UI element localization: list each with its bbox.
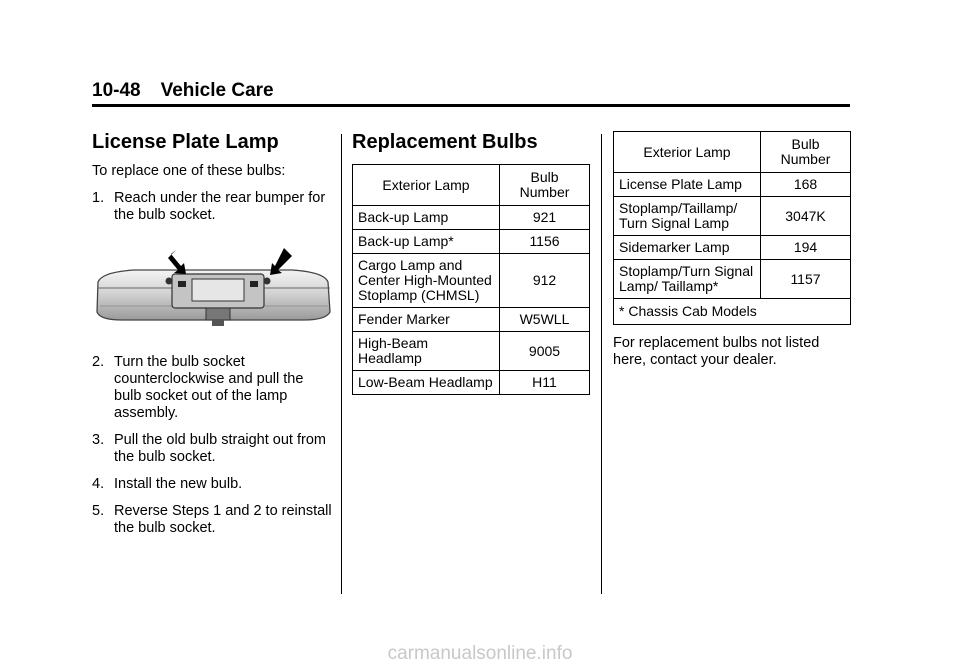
page-number: 10-48 xyxy=(92,80,141,101)
table-row: Cargo Lamp and Center High-Mounted Stoplamp (CHMSL) 912 xyxy=(353,254,590,308)
column-header: Exterior Lamp xyxy=(353,165,500,206)
column-header: Bulb Number xyxy=(761,132,851,173)
header-rule xyxy=(92,104,850,107)
table-row: High-Beam Headlamp 9005 xyxy=(353,332,590,371)
dealer-note: For replacement bulbs not listed here, contact your dealer. xyxy=(613,335,820,368)
table-row: Fender Marker W5WLL xyxy=(353,308,590,332)
column-header: Exterior Lamp xyxy=(614,132,761,173)
intro-text: To replace one of these bulbs: xyxy=(92,163,286,179)
replacement-bulbs-continued xyxy=(613,131,851,369)
page-header xyxy=(92,80,274,102)
replacement-bulbs-section xyxy=(352,131,590,395)
section-title: Vehicle Care xyxy=(160,80,274,101)
steps-list xyxy=(92,354,332,537)
table-row: Stoplamp/Taillamp/ Turn Signal Lamp 3047K xyxy=(614,197,851,236)
column-header: Bulb Number xyxy=(500,165,590,206)
table-row: License Plate Lamp 168 xyxy=(614,173,851,197)
watermark: carmanualsonline.info xyxy=(387,643,573,664)
table-row: Back-up Lamp 921 xyxy=(353,206,590,230)
column-divider xyxy=(601,134,602,594)
bulb-table xyxy=(613,131,851,325)
steps-list xyxy=(92,190,332,224)
table-row: Back-up Lamp* 1156 xyxy=(353,230,590,254)
section-heading: Replacement Bulbs xyxy=(352,131,538,153)
table-row: Stoplamp/Turn Signal Lamp/ Taillamp* 1157 xyxy=(614,260,851,299)
list-item: 3. Pull the old bulb straight out from the bulb socket. xyxy=(92,432,326,465)
list-item: 5. Reverse Steps 1 and 2 to reinstall the bulb socket. xyxy=(92,503,332,536)
bulb-table xyxy=(352,164,590,395)
table-header-row xyxy=(614,132,851,173)
list-item: 1. Reach under the rear bumper for the bulb socket. xyxy=(92,190,326,223)
list-item: 4. Install the new bulb. xyxy=(92,476,243,492)
list-item: 2. Turn the bulb socket counterclockwise and pull the bulb socket out of the lamp assembly. xyxy=(92,354,304,421)
license-plate-lamp-section xyxy=(92,131,332,537)
section-heading: License Plate Lamp xyxy=(92,131,279,153)
table-footnote-row: * Chassis Cab Models xyxy=(614,299,851,325)
table-header-row xyxy=(353,165,590,206)
table-row: Sidemarker Lamp 194 xyxy=(614,236,851,260)
table-row: Low-Beam Headlamp H11 xyxy=(353,371,590,395)
column-divider xyxy=(341,134,342,594)
rear-bumper-illustration xyxy=(94,248,332,328)
